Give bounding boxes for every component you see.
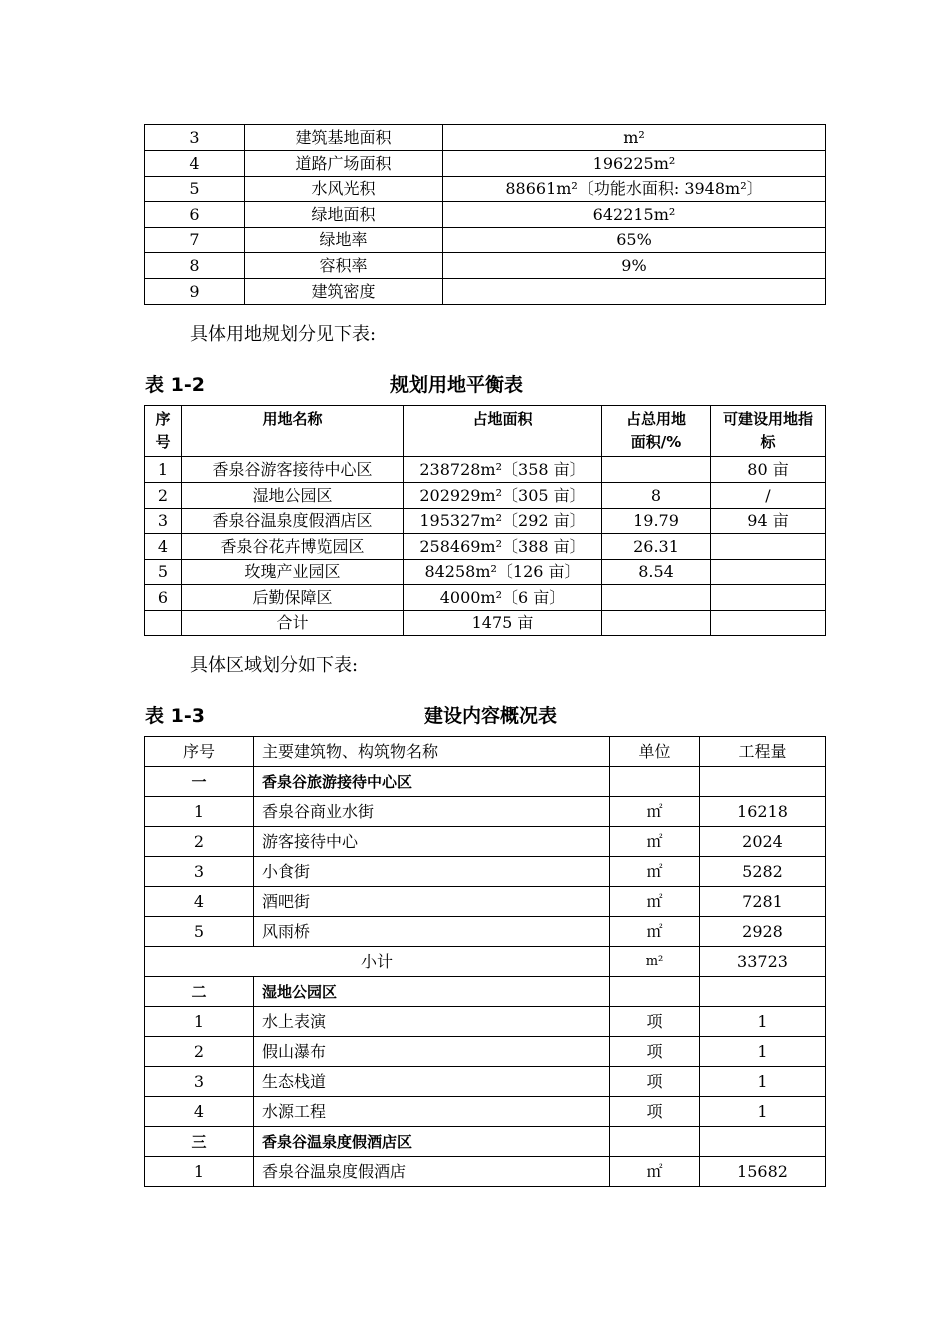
table-header-row [145,737,826,767]
table-row: 4 香泉谷花卉博览园区 258469m²〔388 亩〕 26.31 [145,534,826,560]
table-row: 9 建筑密度 [145,279,826,305]
paragraph-land-plan: 具体用地规划分见下表: [190,324,377,345]
header-cell: 序号 [145,406,182,457]
table-row: 1 香泉谷温泉度假酒店 ㎡ 15682 [145,1157,826,1187]
header-cell: 工程量 [700,737,826,767]
table-total-row: 合计 1475 亩 [145,611,826,636]
paragraph-area-division: 具体区域划分如下表: [190,655,359,676]
header-cell: 单位 [610,737,700,767]
header-cell: 占总用地面积/% [602,406,711,457]
header-cell: 序号 [145,737,254,767]
table-row: 7 绿地率 65% [145,228,826,253]
table-row: 2 游客接待中心 ㎡ 2024 [145,827,826,857]
table-row: 3 香泉谷温泉度假酒店区 195327m²〔292 亩〕 19.79 94 亩 [145,509,826,534]
table-1-3-label: 表 1-3 [145,705,205,727]
subtotal-row: 小计 m² 33723 [145,947,826,977]
table-1-2-label: 表 1-2 [145,374,205,396]
table-row: 6 绿地面积 642215m² [145,202,826,228]
header-cell: 用地名称 [182,406,404,457]
header-cell: 占地面积 [404,406,602,457]
summary-table [144,124,826,305]
header-cell: 主要建筑物、构筑物名称 [254,737,610,767]
section-row: 二 湿地公园区 [145,977,826,1007]
table-1-3-title: 建设内容概况表 [424,705,558,727]
land-balance-table [144,405,826,636]
table-row: 3 生态栈道 项 1 [145,1067,826,1097]
table-row: 2 假山瀑布 项 1 [145,1037,826,1067]
table-row: 1 香泉谷商业水街 ㎡ 16218 [145,797,826,827]
table-header-row [145,406,826,457]
table-row: 1 香泉谷游客接待中心区 238728m²〔358 亩〕 80 亩 [145,457,826,483]
section-row: 一 香泉谷旅游接待中心区 [145,767,826,797]
table-row: 4 酒吧街 ㎡ 7281 [145,887,826,917]
table-row: 5 玫瑰产业园区 84258m²〔126 亩〕 8.54 [145,560,826,585]
table-row: 5 风雨桥 ㎡ 2928 [145,917,826,947]
table-row: 4 水源工程 项 1 [145,1097,826,1127]
table-row: 3 建筑基地面积 m² [145,125,826,151]
header-cell: 可建设用地指标 [711,406,826,457]
table-row: 4 道路广场面积 196225m² [145,151,826,177]
table-row: 5 水风光积 88661m²〔功能水面积: 3948m²〕 [145,177,826,202]
table-row: 8 容积率 9% [145,253,826,279]
table-1-2-title: 规划用地平衡表 [390,374,524,396]
table-row: 1 水上表演 项 1 [145,1007,826,1037]
table-row: 3 小食街 ㎡ 5282 [145,857,826,887]
section-row: 三 香泉谷温泉度假酒店区 [145,1127,826,1157]
table-row: 6 后勤保障区 4000m²〔6 亩〕 [145,585,826,611]
construction-content-table [144,736,826,1187]
table-row: 2 湿地公园区 202929m²〔305 亩〕 8 / [145,483,826,509]
